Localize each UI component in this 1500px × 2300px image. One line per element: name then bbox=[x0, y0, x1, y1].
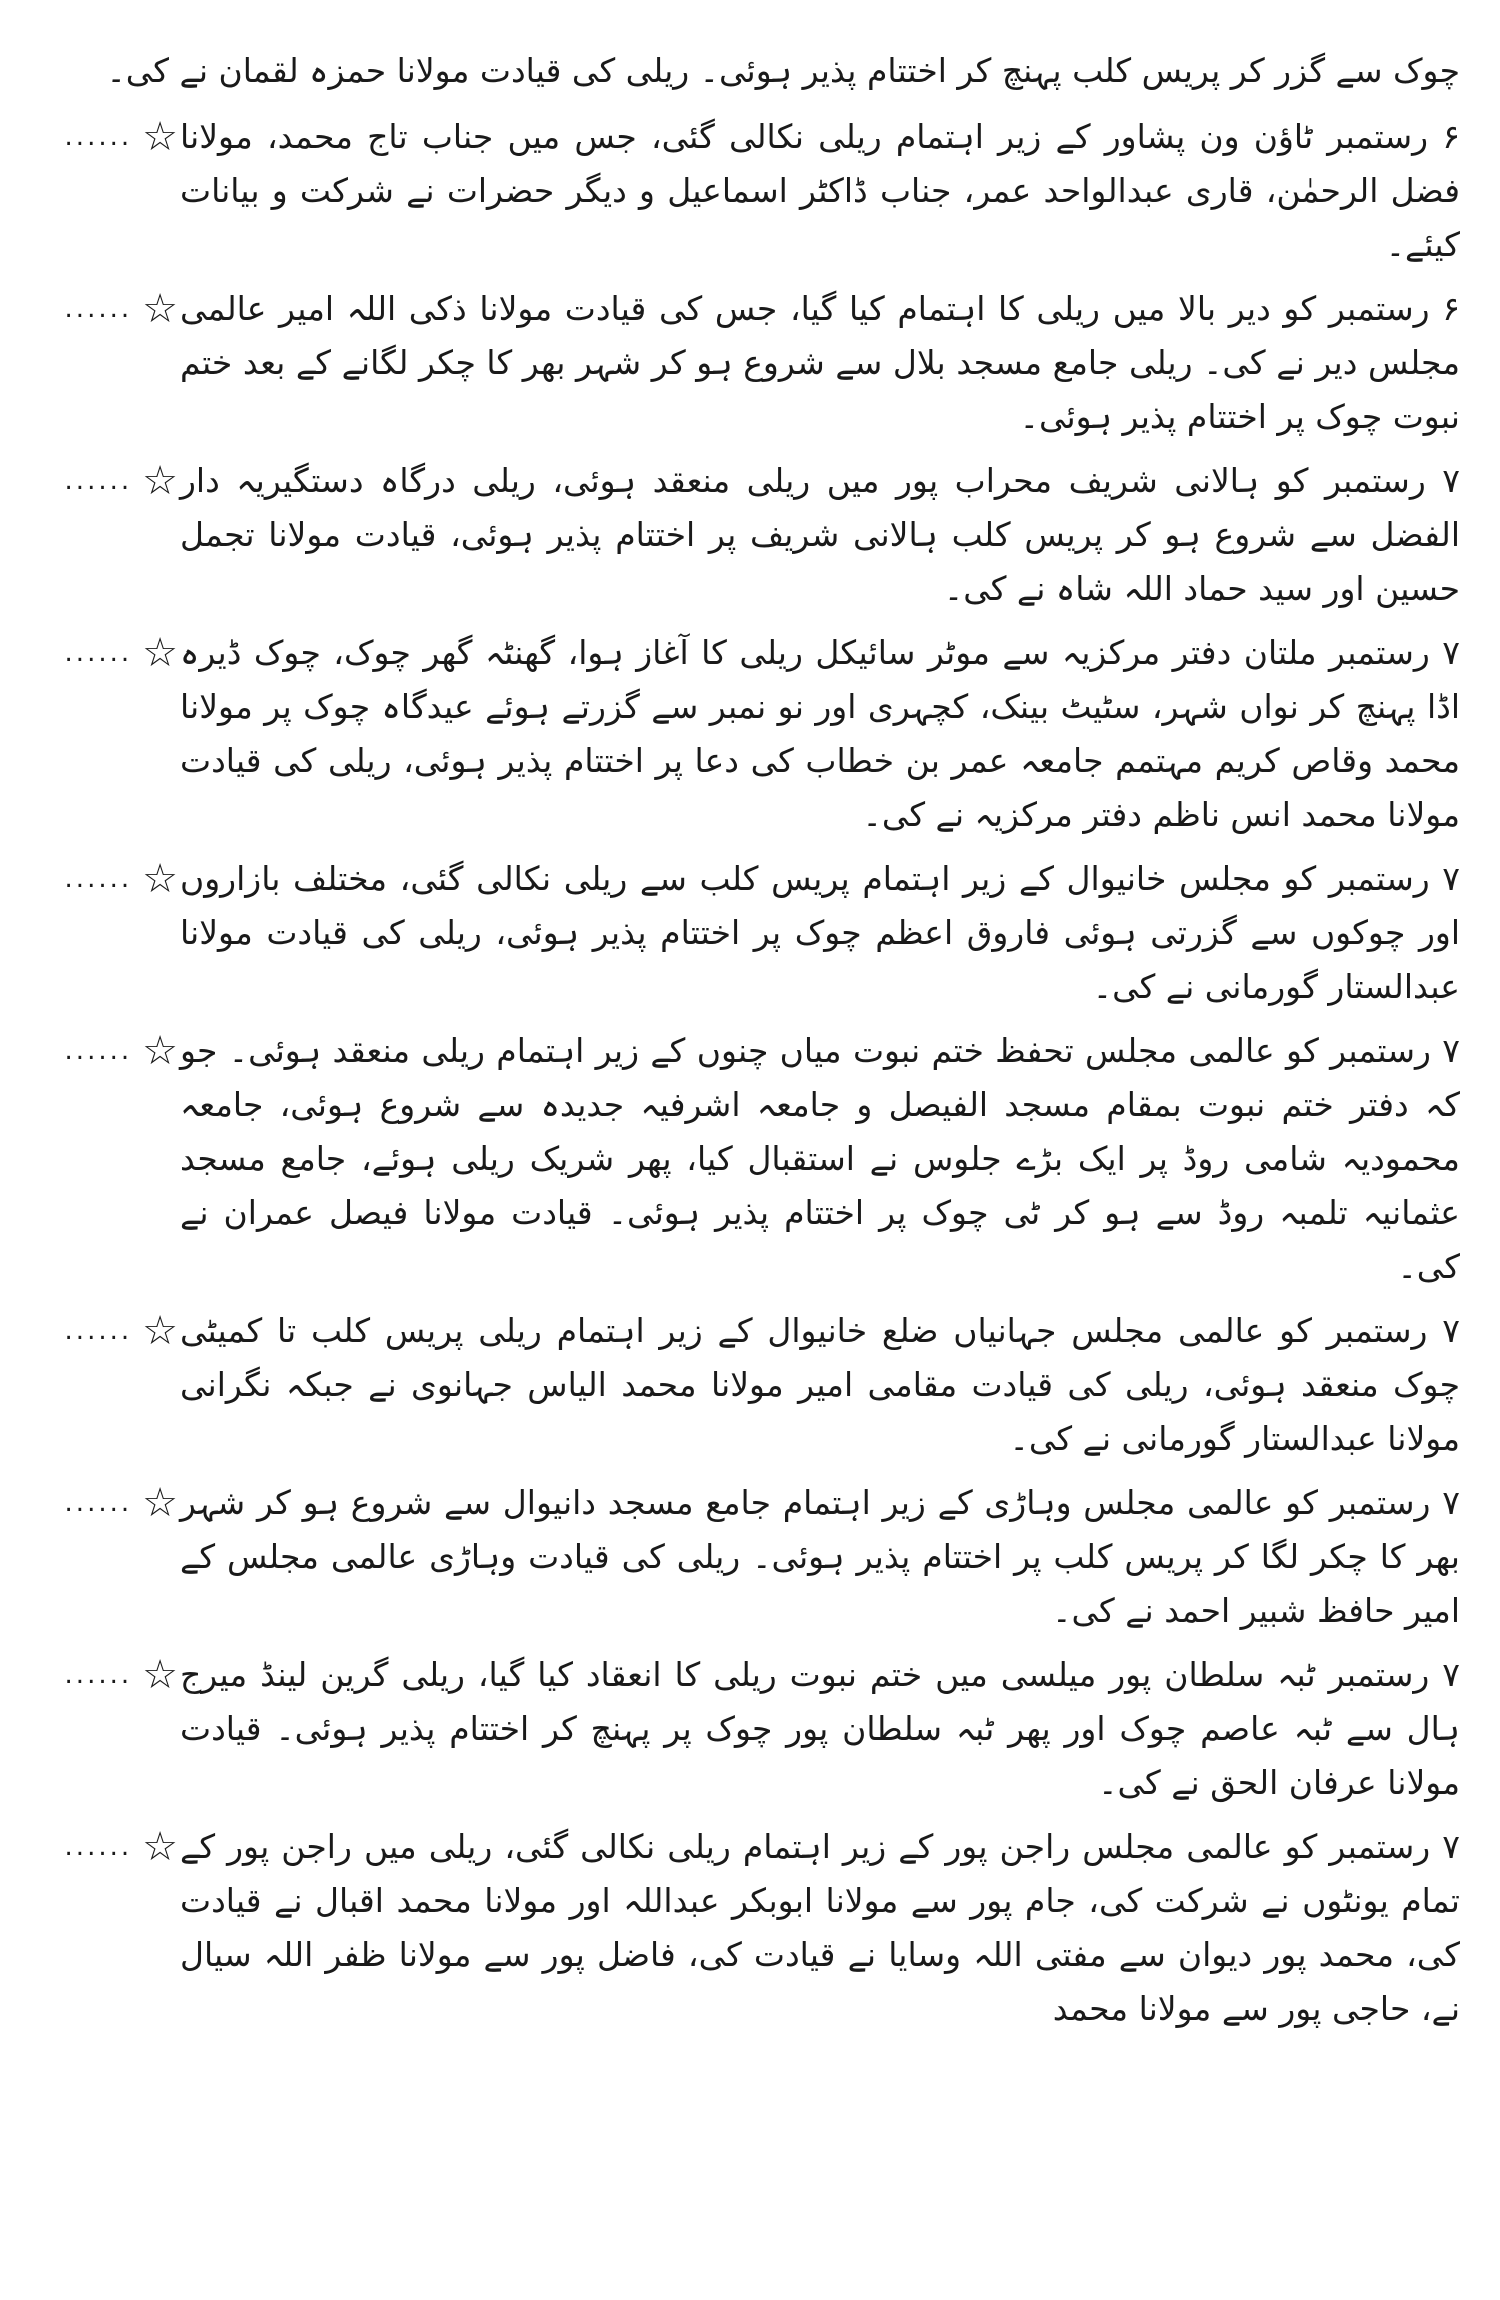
entry-text: ۷ رستمبر ٹبہ سلطان پور میلسی میں ختم نبوت ریلی کا انعقاد کیا گیا، ریلی گرین لینڈ میرج ہال سے ٹبہ عاصم چوک اور پھر ٹبہ سلطان پور چوک پر پہنچ کر اختتام پذیر ہوئی۔ قیادت مولانا عرفان الحق نے کی۔ bbox=[180, 1655, 1460, 1802]
entry-text: ۷ رستمبر کو عالمی مجلس وہاڑی کے زیر اہتمام جامع مسجد دانیوال سے شروع ہو کر شہر بھر کا چکر لگا کر پریس کلب پر اختتام پذیر ہوئی۔ ریلی کی قیادت وہاڑی عالمی مجلس کے امیر حافظ شبیر احمد نے کی۔ bbox=[180, 1483, 1460, 1630]
star-icon: ☆ bbox=[142, 1308, 180, 1354]
leader-dots: ...... bbox=[64, 1316, 133, 1346]
entry-text: ۷ رستمبر ملتان دفتر مرکزیہ سے موٹر سائیکل ریلی کا آغاز ہوا، گھنٹہ گھر چوک، چوک ڈیرہ اڈا پہنچ کر نواں شہر، سٹیٹ بینک، کچہری اور نو نمبر سے گزرتے ہوئے عیدگاہ چوک پر مولانا محمد وقاص کریم مہتمم جامعہ عمر بن خطاب کی دعا پر اختتام پذیر ہوئی، ریلی کی قیادت مولانا محمد انس ناظم دفتر مرکزیہ نے کی۔ bbox=[180, 633, 1460, 834]
leader-dots: ...... bbox=[64, 1488, 133, 1518]
list-item bbox=[40, 110, 1460, 272]
star-icon: ☆ bbox=[142, 286, 180, 332]
star-icon: ☆ bbox=[142, 1480, 180, 1526]
lead-paragraph: چوک سے گزر کر پریس کلب پہنچ کر اختتام پذیر ہوئی۔ ریلی کی قیادت مولانا حمزہ لقمان نے کی۔ bbox=[106, 51, 1460, 90]
bullet-marker bbox=[40, 852, 180, 906]
entry-text: ۷ رستمبر کو عالمی مجلس راجن پور کے زیر اہتمام ریلی نکالی گئی، ریلی میں راجن پور کے تمام یونٹوں نے شرکت کی، جام پور سے مولانا ابوبکر عبداللہ اور مولانا محمد اقبال نے قیادت کی، محمد پور دیوان سے مفتی اللہ وسایا نے قیادت کی، فاضل پور سے مولانا ظفر اللہ سیال نے، حاجی پور سے مولانا محمد bbox=[180, 1827, 1460, 2028]
list-item bbox=[40, 1820, 1460, 2036]
list-item bbox=[40, 1024, 1460, 1294]
bullet-marker bbox=[40, 454, 180, 508]
list-item bbox=[40, 1304, 1460, 1466]
bullet-marker bbox=[40, 1024, 180, 1078]
entry-text: ۶ رستمبر کو دیر بالا میں ریلی کا اہتمام کیا گیا، جس کی قیادت مولانا ذکی اللہ امیر عالمی مجلس دیر نے کی۔ ریلی جامع مسجد بلال سے شروع ہو کر شہر بھر کا چکر لگانے کے بعد ختم نبوت چوک پر اختتام پذیر ہوئی۔ bbox=[180, 289, 1460, 436]
list-item bbox=[40, 1648, 1460, 1810]
bullet-marker bbox=[40, 1304, 180, 1358]
bullet-marker bbox=[40, 110, 180, 164]
leader-dots: ...... bbox=[64, 1660, 133, 1690]
list-item bbox=[40, 626, 1460, 842]
entry-text: ۷ رستمبر کو عالمی مجلس جہانیاں ضلع خانیوال کے زیر اہتمام ریلی پریس کلب تا کمیٹی چوک منعقد ہوئی، ریلی کی قیادت مقامی امیر مولانا محمد الیاس جہانوی نے جبکہ نگرانی مولانا عبدالستار گورمانی نے کی۔ bbox=[180, 1311, 1460, 1458]
entry-list bbox=[40, 110, 1460, 2036]
entry-text: ۷ رستمبر کو ہالانی شریف محراب پور میں ریلی منعقد ہوئی، ریلی درگاہ دستگیریہ دار الفضل سے شروع ہو کر پریس کلب ہالانی شریف پر اختتام پذیر ہوئی، قیادت مولانا تجمل حسین اور سید حماد اللہ شاہ نے کی۔ bbox=[180, 461, 1460, 608]
star-icon: ☆ bbox=[142, 1652, 180, 1698]
leader-dots: ...... bbox=[64, 294, 133, 324]
star-icon: ☆ bbox=[142, 630, 180, 676]
leader-dots: ...... bbox=[64, 1832, 133, 1862]
entry-text: ۶ رستمبر ٹاؤن ون پشاور کے زیر اہتمام ریلی نکالی گئی، جس میں جناب تاج محمد، مولانا فضل الرحمٰن، قاری عبدالواحد عمر، جناب ڈاکٹر اسماعیل و دیگر حضرات نے شرکت و بیانات کیئے۔ bbox=[180, 117, 1460, 264]
leader-dots: ...... bbox=[64, 1036, 133, 1066]
list-item bbox=[40, 454, 1460, 616]
list-item bbox=[40, 282, 1460, 444]
star-icon: ☆ bbox=[142, 1824, 180, 1870]
list-item bbox=[40, 852, 1460, 1014]
entry-text: ۷ رستمبر کو عالمی مجلس تحفظ ختم نبوت میاں چنوں کے زیر اہتمام ریلی منعقد ہوئی۔ جو کہ دفتر ختم نبوت بمقام مسجد الفیصل و جامعہ اشرفیہ جدیدہ سے شروع ہوئی، جامعہ محمودیہ شامی روڈ پر ایک بڑے جلوس نے استقبال کیا، پھر شریک ریلی ہوئے، جامع مسجد عثمانیہ تلمبہ روڈ سے ہو کر ٹی چوک پر اختتام پذیر ہوئی۔ قیادت مولانا فیصل عمران نے کی۔ bbox=[180, 1031, 1460, 1286]
leader-dots: ...... bbox=[64, 122, 133, 152]
bullet-marker bbox=[40, 1648, 180, 1702]
list-item bbox=[40, 1476, 1460, 1638]
star-icon: ☆ bbox=[142, 1028, 180, 1074]
star-icon: ☆ bbox=[142, 856, 180, 902]
bullet-marker bbox=[40, 1820, 180, 1874]
bullet-marker bbox=[40, 282, 180, 336]
leader-dots: ...... bbox=[64, 466, 133, 496]
leader-dots: ...... bbox=[64, 864, 133, 894]
bullet-marker bbox=[40, 1476, 180, 1530]
entry-text: ۷ رستمبر کو مجلس خانیوال کے زیر اہتمام پریس کلب سے ریلی نکالی گئی، مختلف بازاروں اور چوکوں سے گزرتی ہوئی فاروق اعظم چوک پر اختتام پذیر ہوئی، ریلی کی قیادت مولانا عبدالستار گورمانی نے کی۔ bbox=[180, 859, 1460, 1006]
bullet-marker bbox=[40, 626, 180, 680]
star-icon: ☆ bbox=[142, 114, 180, 160]
star-icon: ☆ bbox=[142, 458, 180, 504]
leader-dots: ...... bbox=[64, 638, 133, 668]
